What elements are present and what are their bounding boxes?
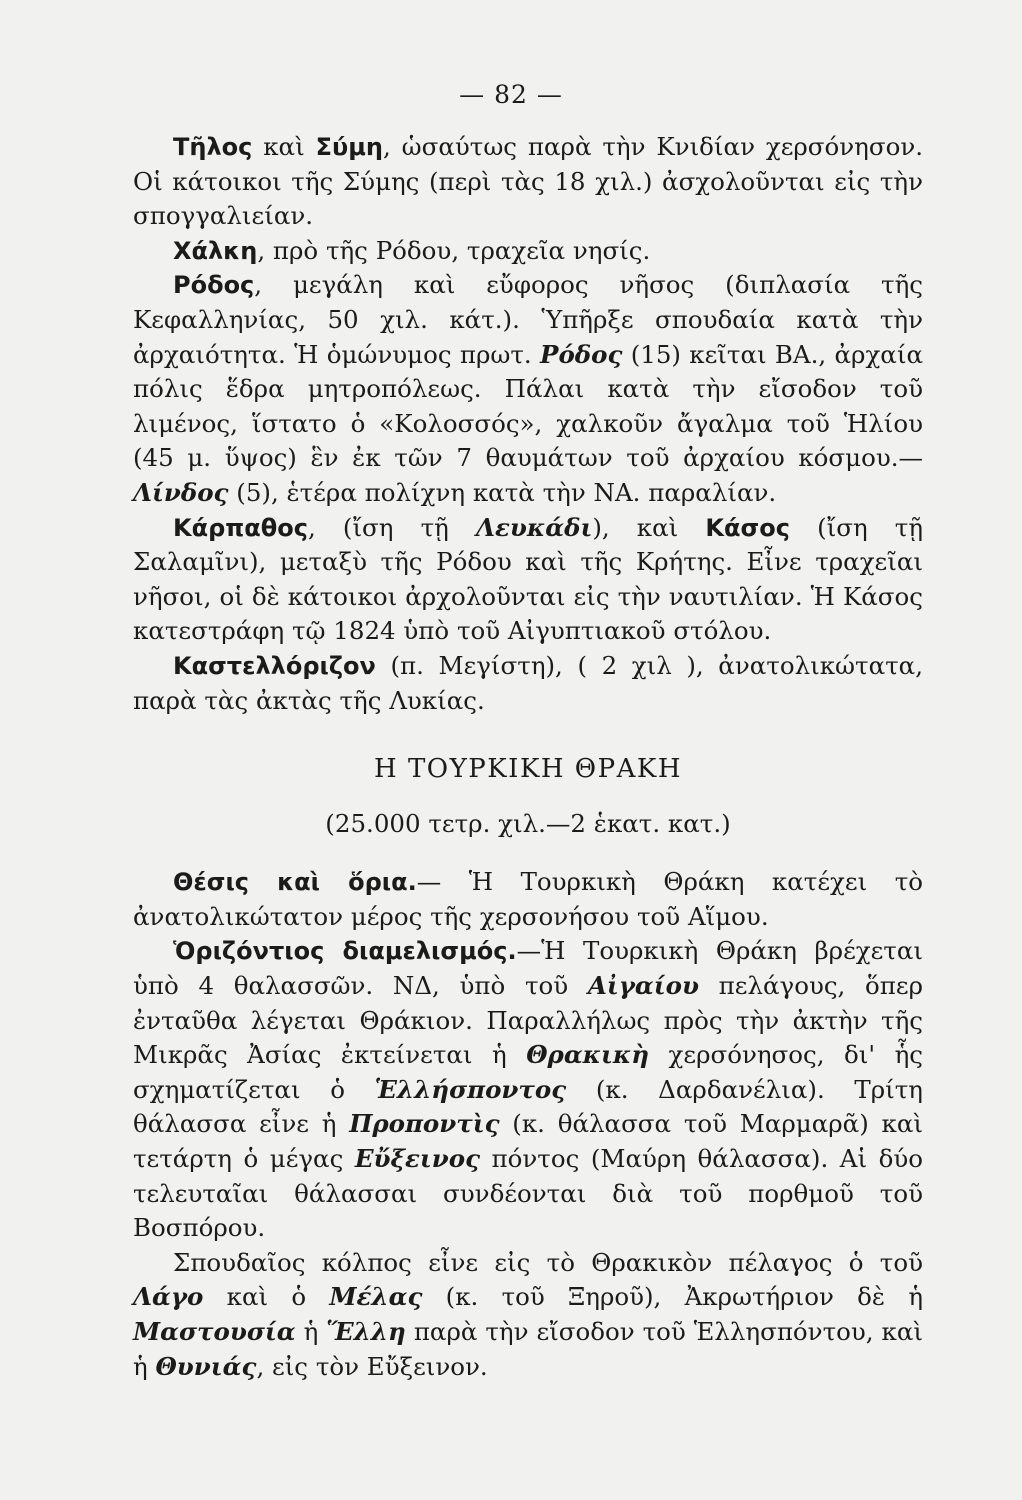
term-horizontal-division: Ὁριζόντιος διαμελισμός. [173, 937, 517, 966]
text-span: (15) κεῖται ΒΑ., ἀρχαία πόλις ἕδρα μητροπόλεως. Πάλαι κατὰ τὴν εἴσοδον τοῦ λιμένος, ἵστατο ὁ «Κολοσσός», χαλκοῦν ἄγαλμα τοῦ Ἡλίου (45 μ. ὕψος) ἓν ἐκ τῶν 7 θαυμάτων τοῦ ἀρχαίου κόσμου.— [133, 339, 923, 473]
text-span: , μεγάλη καὶ εὔφορος νῆσος (διπλασία τῆς Κεφαλληνίας, 50 χιλ. κάτ.). Ὑπῆρξε σπουδαία κατὰ τὴν ἀρχαιότητα. Ἡ ὁμώνυμος πρωτ. [133, 270, 923, 369]
text-span: —Ἡ Τουρκικὴ Θράκη βρέχεται ὑπὸ 4 θαλασσῶν. ΝΔ, ὑπὸ τοῦ [133, 936, 923, 1001]
term-mastousia: Μαστουσία [133, 1317, 296, 1346]
term-euxine: Εὔξεινος [354, 1144, 481, 1174]
section-heading: Η ΤΟΥΡΚΙΚΗ ΘΡΑΚΗ [374, 754, 682, 785]
text-span: (κ. Δαρδανέλια). Τρίτη θάλασσα εἶνε ἡ [133, 1074, 923, 1139]
text-span: — Ἡ Τουρκικὴ Θράκη κατέχει τὸ ἀνατολικώτατον μέρος τῆς χερσονήσου τοῦ Αἵμου. [133, 867, 923, 931]
term-lagos: Λάγο [133, 1282, 204, 1312]
term-tilos: Τῆλος [173, 133, 253, 161]
paragraph-chalki [133, 234, 923, 269]
term-lindos: Λίνδος [133, 477, 229, 507]
text-span: , πρὸ τῆς Ρόδου, τραχεῖα νησίς. [257, 235, 651, 265]
paragraph-kastellorizo [133, 649, 923, 718]
paragraph-gulfs-capes [133, 1246, 923, 1384]
text-span: (κ. τοῦ Ξηροῦ), Ἀκρωτήριον δὲ ἡ [422, 1282, 923, 1312]
term-helle: Ἕλλη [326, 1317, 406, 1346]
term-lefkada: Λευκάδι [475, 512, 593, 542]
paragraph-tilos-symi [133, 130, 923, 234]
text-span: παρὰ τὴν εἴσοδον τοῦ Ἑλλησπόντου, καὶ ἡ [133, 1317, 923, 1381]
text-span: καὶ ὁ [203, 1282, 330, 1312]
text-span: (κ. θάλασσα τοῦ Μαρμαρᾶ) καὶ τετάρτη ὁ μέγας [133, 1109, 923, 1174]
text-span: ), καὶ [592, 512, 706, 542]
text-span: (π. Μεγίστη), ( 2 χιλ ), ἀνατολικώτατα, παρὰ τὰς ἀκτὰς τῆς Λυκίας. [133, 650, 923, 715]
term-karpathos: Κάρπαθος [173, 513, 308, 542]
term-thynias: Θυνιάς [155, 1351, 257, 1381]
term-aegean: Αἰγαίου [587, 971, 699, 1001]
text-span: , (ἴση τῇ [307, 512, 476, 542]
paragraph-rhodes [133, 268, 923, 510]
term-rhodes-city: Ρόδος [540, 339, 623, 369]
page-number: — 82 — [459, 80, 563, 109]
term-position-borders: Θέσις καὶ ὅρια. [173, 868, 417, 897]
text-span: πόντος (Μαύρη θάλασσα). Αἱ δύο τελευταῖαι θάλασσαι συνδέονται διὰ τοῦ πορθμοῦ τοῦ Βοσπόρου. [133, 1144, 923, 1243]
text-span: , εἰς τὸν Εὔξεινον. [256, 1351, 488, 1381]
text-span: ἡ [295, 1317, 327, 1346]
text-span: καὶ [252, 132, 316, 161]
term-melas: Μέλας [329, 1282, 423, 1312]
term-propontis: Προποντὶς [349, 1109, 500, 1139]
page-text [133, 130, 923, 1384]
paragraph-horizontal-division [133, 934, 923, 1245]
text-span: χερσόνησος, δι' ἧς σχηματίζεται ὁ [133, 1040, 923, 1104]
text-span: Σπουδαῖος κόλπος εἶνε εἰς τὸ Θρακικὸν πέλαγος ὁ τοῦ [173, 1247, 923, 1277]
term-thracian: Θρακικὴ [526, 1040, 650, 1070]
term-rhodes: Ρόδος [173, 271, 255, 300]
term-chalki: Χάλκη [173, 236, 258, 265]
paragraph-karpathos-kasos [133, 511, 923, 649]
section-subheading: (25.000 τετρ. χιλ.—2 ἑκατ. κατ.) [325, 808, 731, 838]
term-kasos: Κάσος [705, 513, 790, 542]
term-kastellorizo: Καστελλόριζον [173, 651, 376, 680]
text-span: , ὡσαύτως παρὰ τὴν Κνιδίαν χερσόνησον. Οἱ κάτοικοι τῆς Σύμης (περὶ τὰς 18 χιλ.) ἀσχολοῦνται εἰς τὴν σπογγαλιείαν. [133, 132, 923, 231]
term-hellespont: Ἑλλήσποντος [374, 1074, 567, 1104]
paragraph-position-borders [133, 865, 923, 934]
text-span: (ἴση τῇ Σαλαμῖνι), μεταξὺ τῆς Ρόδου καὶ τῆς Κρήτης. Εἶνε τραχεῖαι νῆσοι, οἱ δὲ κάτοικοι ἀρχολοῦνται εἰς τὴν ναυτιλίαν. Ἡ Κάσος κατεστράφη τῷ 1824 ὑπὸ τοῦ Αἰγυπτιακοῦ στόλου. [133, 512, 924, 646]
text-span: (5), ἑτέρα πολίχνη κατὰ τὴν ΝΑ. παραλίαν. [228, 477, 777, 507]
text-span: πελάγους, ὅπερ ἐνταῦθα λέγεται Θράκιον. Παραλλήλως πρὸς τὴν ἀκτὴν τῆς Μικρᾶς Ἀσίας ἐκτείνεται ἡ [133, 971, 923, 1070]
term-symi: Σύμη [315, 133, 383, 161]
